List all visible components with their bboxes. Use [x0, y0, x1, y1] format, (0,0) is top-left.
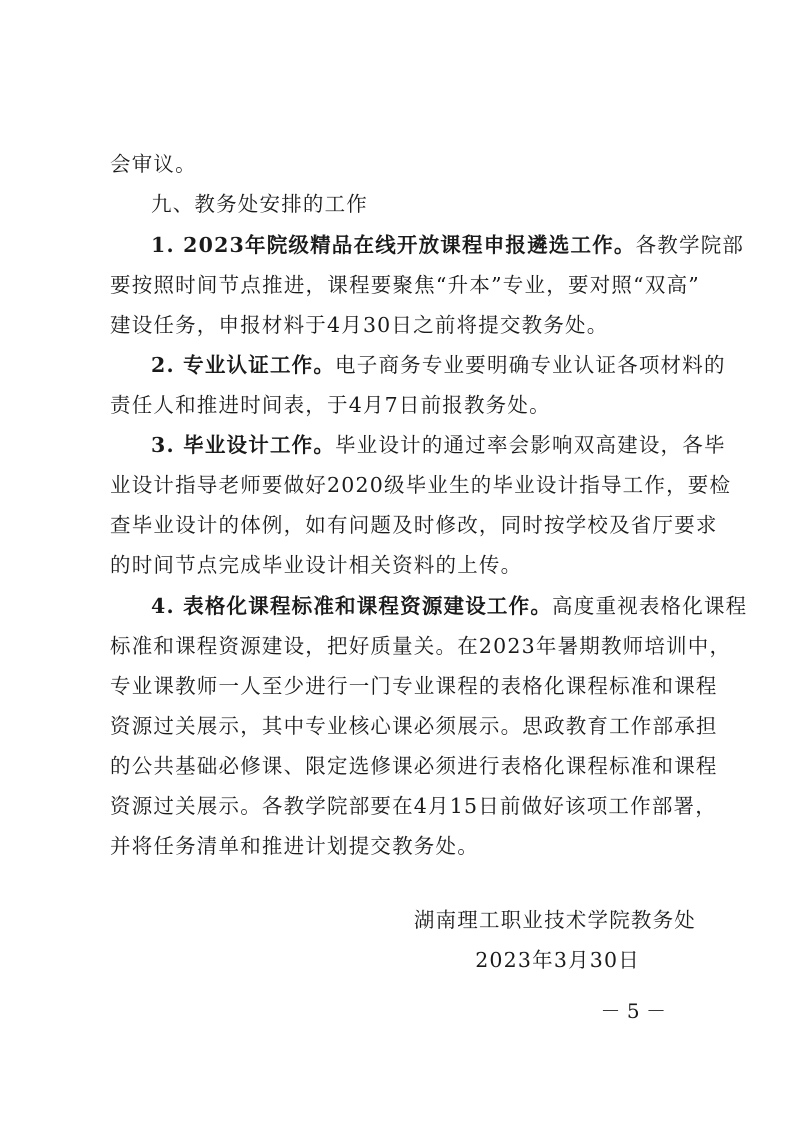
signature-org: 湖南理工职业技术学院教务处: [413, 908, 696, 932]
item4-line7: 并将任务清单和推进计划提交教务处。: [110, 834, 479, 858]
item4-line3: 专业课教师一人至少进行一门专业课程的表格化课程标准和课程: [110, 674, 718, 698]
section-heading: 九、教务处安排的工作: [151, 192, 368, 216]
item3-line3: 查毕业设计的体例，如有问题及时修改，同时按学校及省厅要求: [110, 513, 718, 537]
page-number: － 5 －: [600, 999, 666, 1023]
item4-title: 4. 表格化课程标准和课程资源建设工作。: [151, 594, 553, 618]
item2-first-line: [151, 349, 726, 381]
item3-line2: 业设计指导老师要做好2020级毕业生的毕业设计指导工作，要检: [110, 473, 732, 497]
item1-line2: 要按照时间节点推进，课程要聚焦“升本”专业，要对照“双高”: [110, 273, 700, 297]
signature-date: 2023年3月30日: [475, 948, 640, 972]
item4-line5: 的公共基础必修课、限定选修课必须进行表格化课程标准和课程: [110, 754, 718, 778]
item2-title: 2. 专业认证工作。: [151, 353, 336, 377]
item1-line3: 建设任务，申报材料于4月30日之前将提交教务处。: [110, 313, 609, 337]
item4-line6: 资源过关展示。各教学院部要在4月15日前做好该项工作部署，: [110, 794, 717, 818]
item2-line2: 责任人和推进时间表，于4月7日前报教务处。: [110, 393, 551, 417]
item3-text: 毕业设计的通过率会影响双高建设，各毕: [335, 433, 726, 457]
item4-line2: 标准和课程资源建设，把好质量关。在2023年暑期教师培训中，: [110, 634, 732, 658]
item4-text: 高度重视表格化课程: [552, 594, 748, 618]
item2-text: 电子商务专业要明确专业认证各项材料的: [335, 353, 726, 377]
continuation-line: 会审议。: [110, 152, 197, 176]
item3-first-line: [151, 429, 726, 461]
item4-first-line: [151, 590, 748, 622]
item4-line4: 资源过关展示，其中专业核心课必须展示。思政教育工作部承担: [110, 714, 718, 738]
item1-first-line: [151, 229, 745, 261]
item1-text: 各教学院部: [635, 233, 745, 257]
item3-line4: 的时间节点完成毕业设计相关资料的上传。: [110, 553, 523, 577]
item1-title: 1. 2023年院级精品在线开放课程申报遴选工作。: [151, 233, 636, 257]
item3-title: 3. 毕业设计工作。: [151, 433, 336, 457]
